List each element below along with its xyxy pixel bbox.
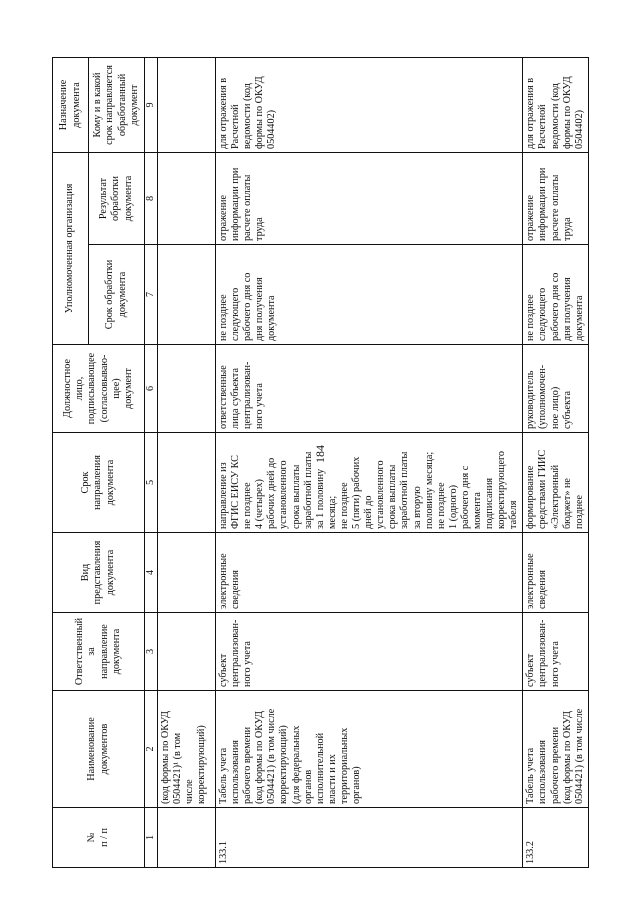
documents-table [52, 57, 589, 868]
cell-recipient [158, 57, 216, 152]
cell-processing-result: отражение информации при расчете оплаты труда [523, 152, 589, 244]
cell-responsible: субъект централизован- ного учета [523, 613, 589, 691]
column-number: 9 [145, 57, 158, 152]
cell-processing-result: отражение информации при расчете оплаты труда [216, 152, 523, 244]
page-number: 184 [313, 445, 327, 463]
column-number: 3 [145, 613, 158, 691]
cell-deadline: формирование средствами ГИИС «Электронный бюджет» не позднее [523, 433, 589, 533]
header-num: № п / п [53, 808, 145, 868]
column-number: 7 [145, 245, 158, 345]
header-purpose: Назначение документа [53, 57, 89, 152]
cell-responsible: субъект централизован- ного учета [216, 613, 523, 691]
column-number: 1 [145, 808, 158, 868]
column-number: 5 [145, 433, 158, 533]
cell-name: (код формы по ОКУД 0504421)¹ (в том числе корректирующий) [158, 691, 216, 808]
header-official: Должностное лицо, подписывающее (согласовываю- щее) документ [53, 345, 145, 433]
table-row [523, 57, 589, 867]
cell-num [158, 808, 216, 868]
header-responsible: Ответственный за направление документа [53, 613, 145, 691]
header-deadline: Срок направления документа [53, 433, 145, 533]
header-authorized-org: Уполномоченная организация [53, 152, 89, 344]
cell-num: 133.1 [216, 808, 523, 868]
cell-responsible [158, 613, 216, 691]
column-number-row [145, 57, 158, 867]
cell-form: электронные сведения [523, 533, 589, 613]
header-processing-deadline: Срок обработки документа [89, 245, 145, 345]
header-row-1 [53, 57, 89, 867]
header-processing-result: Результат обработки документа [89, 152, 145, 244]
cell-name: Табель учета использования рабочего времени (код формы по ОКУД 0504421) (в том числе корректирующий) (для федеральных органов исполнительной власти и их территориальных органов) [216, 691, 523, 808]
header-name: Наименование документов [53, 691, 145, 808]
cell-name: Табель учета использования рабочего времени (код формы по ОКУД 0504421) (в том числе [523, 691, 589, 808]
cell-form [158, 533, 216, 613]
table-row [216, 57, 523, 867]
cell-processing-deadline [158, 245, 216, 345]
table-row [158, 57, 216, 867]
cell-official [158, 345, 216, 433]
column-number: 2 [145, 691, 158, 808]
cell-processing-deadline: не позднее следующего рабочего дня со дня получения документа [216, 245, 523, 345]
cell-form: электронные сведения [216, 533, 523, 613]
cell-num: 133.2 [523, 808, 589, 868]
cell-recipient: для отражения в Расчетной ведомости (код формы по ОКУД 0504402) [523, 57, 589, 152]
cell-deadline [158, 433, 216, 533]
cell-processing-deadline: не позднее следующего рабочего дня со дня получения документа [523, 245, 589, 345]
rotated-document-table [52, 58, 640, 868]
cell-official: руководитель (уполномочен- ное лицо) субъекта [523, 345, 589, 433]
header-recipient: Кому и в какой срок направляется обработанный документ [89, 57, 145, 152]
column-number: 6 [145, 345, 158, 433]
column-number: 4 [145, 533, 158, 613]
cell-processing-result [158, 152, 216, 244]
column-number: 8 [145, 152, 158, 244]
cell-official: ответственные лица субъекта централизован- ного учета [216, 345, 523, 433]
header-form: Вид представления документа [53, 533, 145, 613]
cell-deadline: направление из ФГИС ЕИСУ КС не позднее 4 (четырех) рабочих дней до установленного срока выплаты заработной платы за 1 половину месяца; не позднее 5 (пяти) рабочих дней до установленного срока выплаты заработной платы за вторую половину месяца; не позднее 1 (одного) рабочего дня с момента подписания корректирующего табеля [216, 433, 523, 533]
cell-recipient: для отражения в Расчетной ведомости (код формы по ОКУД 0504402) [216, 57, 523, 152]
